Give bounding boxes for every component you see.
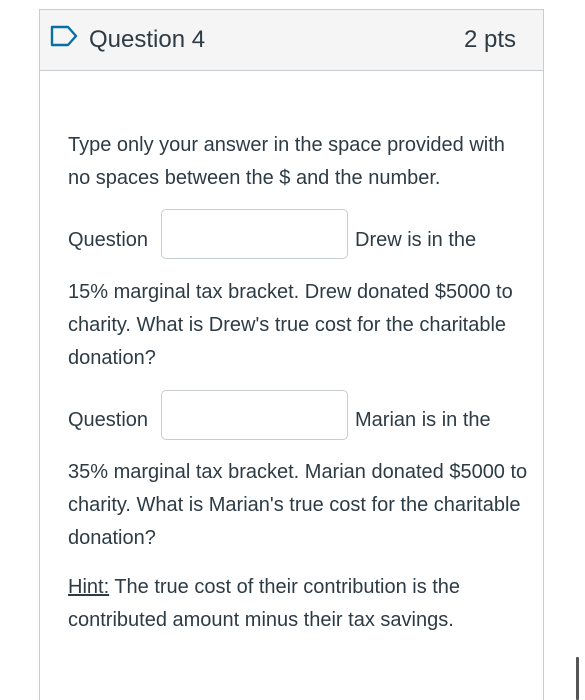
hint-text: The true cost of their contribution is the contributed amount minus their tax savings.: [68, 576, 461, 631]
question-instructions: Type only your answer in the space provided with no spaces between the $ and the number.: [68, 134, 505, 189]
part1-continuation: 15% marginal tax bracket. Drew donated $5000 to charity. What is Drew's true cost for the charitable donation?: [68, 281, 513, 369]
question-points: 2 pts: [463, 26, 516, 53]
part1-after-input: Drew is in the: [355, 229, 477, 251]
question-header: [40, 10, 543, 71]
part2-continuation: 35% marginal tax bracket. Marian donated $5000 to charity. What is Marian's true cost for the charitable donation?: [68, 461, 528, 549]
scrollbar-thumb[interactable]: [576, 657, 579, 700]
bookmark-flag-icon[interactable]: [50, 25, 78, 47]
question-title: Question 4: [89, 26, 206, 53]
part2-after-input: Marian is in the: [355, 409, 491, 431]
answer-input-2[interactable]: [161, 390, 348, 440]
hint: [68, 571, 530, 637]
part2-label: Question: [68, 409, 149, 431]
question-card: [39, 9, 544, 700]
hint-label: Hint:: [68, 576, 110, 598]
part1-label: Question: [68, 229, 149, 251]
answer-input-1[interactable]: [161, 209, 348, 259]
